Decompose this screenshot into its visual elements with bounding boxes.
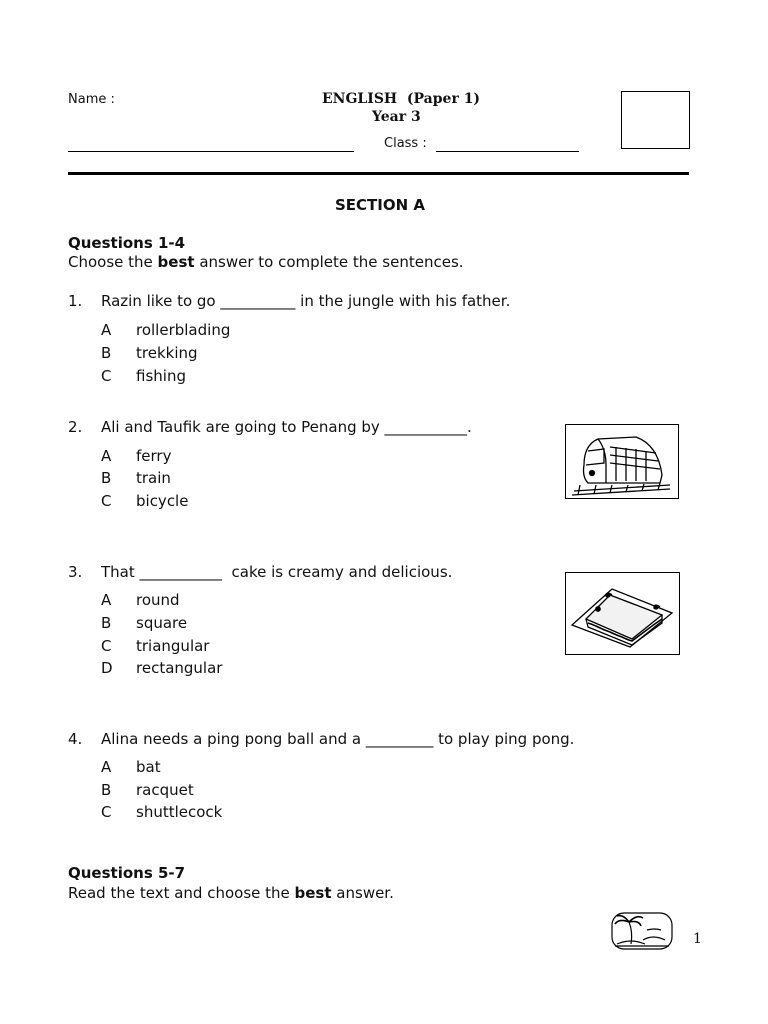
paper-year: Year 3 (372, 109, 421, 125)
option-letter: A (101, 447, 112, 465)
option-text: trekking (136, 344, 198, 362)
group2-heading: Questions 5-7 (68, 864, 186, 882)
question-number: 4. (68, 730, 83, 748)
palm-island-icon (609, 910, 675, 952)
option-text: rectangular (136, 659, 223, 677)
question-3 (68, 563, 548, 583)
option-text: ferry (136, 447, 172, 465)
option-letter: B (101, 344, 112, 362)
class-label: Class : (384, 136, 427, 151)
island-logo (609, 910, 675, 952)
question-number: 3. (68, 563, 83, 581)
option-text: rollerblading (136, 321, 231, 339)
question-number: 1. (68, 292, 83, 310)
question-text: Ali and Taufik are going to Penang by ___________. (101, 418, 472, 436)
option-letter: B (101, 469, 112, 487)
option-text: bat (136, 758, 161, 776)
option-letter: C (101, 367, 112, 385)
train-picture (565, 424, 679, 499)
paper-title: ENGLISH (Paper 1) (322, 91, 481, 107)
option-text: bicycle (136, 492, 189, 510)
option-letter: D (101, 659, 113, 677)
question-text: Alina needs a ping pong ball and a _________ to play ping pong. (101, 730, 575, 748)
option-letter: B (101, 614, 112, 632)
option-letter: B (101, 781, 112, 799)
train-icon (566, 425, 678, 498)
question-number: 2. (68, 418, 83, 436)
option-text: train (136, 469, 171, 487)
option-letter: A (101, 591, 112, 609)
cake-icon (566, 573, 679, 654)
option-letter: A (101, 321, 112, 339)
option-text: triangular (136, 637, 210, 655)
option-letter: C (101, 492, 112, 510)
question-2 (68, 418, 548, 438)
option-letter: C (101, 803, 112, 821)
option-text: fishing (136, 367, 186, 385)
group2-instruction: Read the text and choose the best answer. (68, 884, 394, 902)
option-letter: A (101, 758, 112, 776)
header-divider (68, 172, 689, 175)
group1-instruction: Choose the best answer to complete the sentences. (68, 253, 464, 271)
group1-heading: Questions 1-4 (68, 234, 186, 252)
name-blank-line[interactable] (68, 151, 354, 152)
option-text: round (136, 591, 180, 609)
question-text: That ___________ cake is creamy and delicious. (101, 563, 453, 581)
class-blank-line[interactable] (436, 151, 579, 152)
name-label: Name : (68, 92, 115, 107)
option-text: shuttlecock (136, 803, 223, 821)
question-1 (68, 292, 688, 312)
question-text: Razin like to go __________ in the jungle with his father. (101, 292, 511, 310)
cake-picture (565, 572, 680, 655)
option-text: square (136, 614, 188, 632)
score-box[interactable] (621, 91, 690, 149)
option-letter: C (101, 637, 112, 655)
option-text: racquet (136, 781, 194, 799)
question-4 (68, 730, 688, 750)
page-number: 1 (693, 931, 702, 947)
section-title: SECTION A (335, 196, 426, 214)
